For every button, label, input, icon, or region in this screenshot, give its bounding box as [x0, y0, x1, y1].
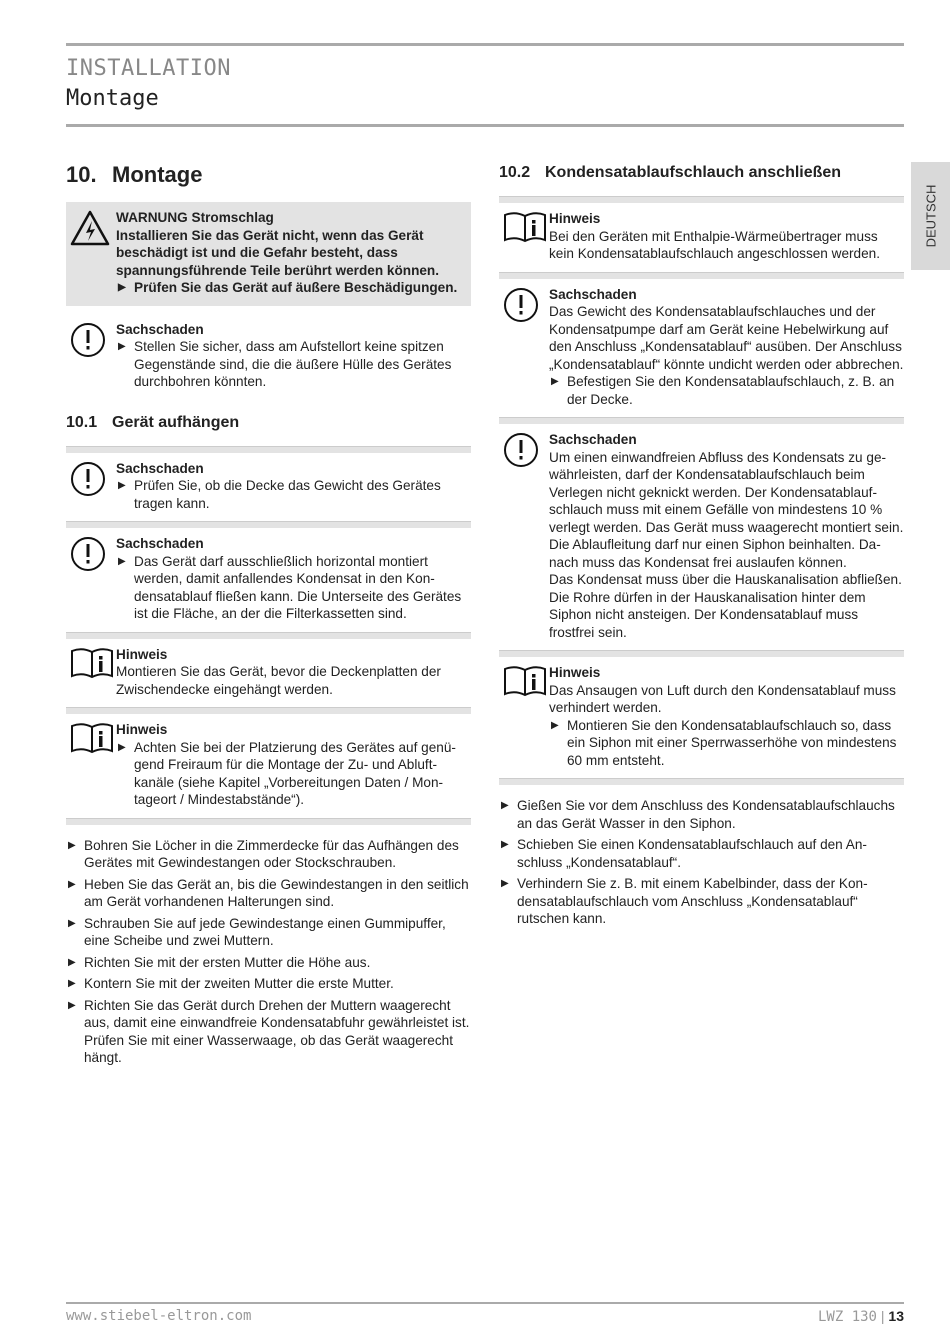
language-tab: DEUTSCH [911, 162, 950, 270]
notice-step: ▶ Prüfen Sie, ob die Decke das Gewicht des Gerätes tragen kann. [116, 477, 471, 512]
book-info-icon [70, 647, 114, 684]
notice-text: Das Kondensat muss über die Hauskanalisation abfließen. Die Rohre dürfen in der Hauskanalisation hinter dem Siphon nicht ansteigen. Der Kondensatablauf muss frostfrei sein. [549, 572, 902, 640]
divider [66, 632, 471, 639]
step-item: ▶ Verhindern Sie z. B. mit einem Kabelbinder, dass der Kondensatablaufschlauch vom Anschluss „Kondensatablauf“ rutschen kann. [499, 875, 904, 928]
hint-title: Hinweis [549, 665, 601, 680]
hint-step: ▶ Montieren Sie den Kondensatablaufschlauch so, dass ein Siphon mit einer Sperrwasserhöhe von mindestens 60 mm entsteht. [549, 717, 904, 770]
notice-title: Sachschaden [116, 321, 204, 337]
top-rule [66, 43, 904, 46]
footer-page-info [818, 1308, 904, 1325]
notice-title: Sachschaden [549, 286, 637, 302]
notice-text: Das Gewicht des Kondensatablaufschlauches und der Kondensatpumpe darf am Gerät keine Hebelwirkung auf den Anschluss „Kondensatablauf“ ausüben. Der Anschluss „Kondensatablauf“ könnte undicht werden oder abbrechen. [549, 304, 904, 372]
page-title: Montage [66, 86, 159, 111]
notice-box [66, 453, 471, 522]
notice-text: Um einen einwandfreien Abfluss des Kondensats zu gewährleisten, darf der Kondensatablaufschlauch beim Verlegen nicht geknickt werden. Der Kondensatablaufschlauch muss mit einem Gefälle von mindestens 10 % verlegt werden. Das Gerät muss waagerecht montiert sein. [549, 449, 904, 535]
notice-box [499, 424, 904, 650]
warning-text: Installieren Sie das Gerät nicht, wenn das Gerät beschädigt ist und die Gefahr besteht, dass spannungsführende Teile berührt werden können. [116, 227, 440, 278]
step-list [499, 797, 904, 928]
attention-icon [503, 287, 539, 328]
attention-icon [70, 322, 106, 363]
notice-step: ▶ Das Gerät darf ausschließlich horizontal montiert werden, damit anfallendes Kondensat in den Kondensatablauf fließen kann. Die Unterseite des Gerätes ist die Fläche, an der die Filterkassetten sind. [116, 553, 471, 623]
book-info-icon [70, 722, 114, 759]
divider [66, 521, 471, 528]
hint-title: Hinweis [116, 722, 168, 737]
model-name: LWZ 130 [817, 1309, 877, 1325]
notice-step: ▶ Stellen Sie sicher, dass am Aufstellort keine spitzen Gegenstände sind, die die äußere Hülle des Gerätes durchbohren könnten. [116, 338, 471, 391]
left-column [66, 162, 471, 1071]
hint-box [499, 203, 904, 272]
divider [499, 778, 904, 785]
page-number: 13 [888, 1308, 904, 1324]
divider [499, 196, 904, 203]
hint-box [66, 714, 471, 818]
divider [66, 446, 471, 453]
step-item: ▶ Kontern Sie mit der zweiten Mutter die erste Mutter. [66, 975, 471, 993]
step-list [66, 837, 471, 1067]
hint-text: Bei den Geräten mit Enthalpie-Wärmeübertrager muss kein Kondensatablaufschlauch angeschlossen werden. [549, 228, 881, 261]
step-item: ▶ Gießen Sie vor dem Anschluss des Kondensatablaufschlauchs an das Gerät Wasser in den Siphon. [499, 797, 904, 832]
hint-title: Hinweis [116, 646, 168, 662]
hint-box [499, 657, 904, 778]
hint-title: Hinweis [549, 211, 601, 226]
chapter-heading: 10. Montage [66, 162, 203, 187]
step-item: ▶ Heben Sie das Gerät an, bis die Gewindestangen in den seitlich am Gerät vorhandenen Halterungen sind. [66, 876, 471, 911]
step-item: ▶ Schieben Sie einen Kondensatablaufschlauch auf den Anschluss „Kondensatablauf“. [499, 836, 904, 871]
electric-warning-icon [70, 210, 110, 251]
hint-box [66, 639, 471, 708]
notice-title: Sachschaden [549, 432, 637, 447]
hint-text: Das Ansaugen von Luft durch den Kondensatablauf muss verhindert werden. [549, 682, 896, 715]
notice-text: Die Ablaufleitung darf nur einen Siphon beinhalten. Danach muss das Kondensat frei auslaufen können. [549, 537, 881, 570]
notice-box [66, 314, 471, 400]
divider [499, 417, 904, 424]
hint-step: ▶ Achten Sie bei der Platzierung des Gerätes auf genügend Freiraum für die Montage der Zu- und Abluftkanäle (siehe Kapitel „Vorbereitungen Daten / Montageort / Mindestabstände“). [116, 739, 471, 809]
warning-title: WARNUNG Stromschlag [116, 210, 274, 225]
step-item: ▶ Schrauben Sie auf jede Gewindestange einen Gummipuffer, eine Scheibe und zwei Muttern. [66, 915, 471, 950]
divider [66, 707, 471, 714]
section-title: INSTALLATION [66, 56, 231, 81]
attention-icon [70, 536, 106, 577]
footer-url: www.stiebel-eltron.com [66, 1308, 252, 1324]
notice-title: Sachschaden [116, 536, 204, 551]
footer-rule [66, 1302, 904, 1304]
notice-box [499, 279, 904, 418]
attention-icon [70, 461, 106, 502]
right-column [499, 164, 904, 932]
header-rule [66, 124, 904, 127]
divider [499, 272, 904, 279]
divider [499, 650, 904, 657]
warning-box [66, 202, 471, 306]
hint-text: Montieren Sie das Gerät, bevor die Deckenplatten der Zwischendecke eingehängt werden. [116, 664, 441, 697]
section-heading-10-2: 10.2 Kondensatablaufschlauch anschließen [499, 164, 842, 181]
warning-step: ▶ Prüfen Sie das Gerät auf äußere Beschädigungen. [116, 279, 471, 297]
step-item: ▶ Richten Sie das Gerät durch Drehen der Muttern waagerecht aus, damit eine einwandfreie Kondensatabfuhr gewährleistet ist. Prüfen Sie mit einer Wasserwaage, ob das Gerät waagerecht hängt. [66, 997, 471, 1067]
attention-icon [503, 432, 539, 473]
page-separator: | [880, 1308, 885, 1324]
step-item: ▶ Bohren Sie Löcher in die Zimmerdecke für das Aufhängen des Gerätes mit Gewindestangen oder Stockschrauben. [66, 837, 471, 872]
notice-title: Sachschaden [116, 460, 204, 476]
notice-step: ▶ Befestigen Sie den Kondensatablaufschlauch, z. B. an der Decke. [549, 373, 904, 408]
step-item: ▶ Richten Sie mit der ersten Mutter die Höhe aus. [66, 954, 471, 972]
section-heading-10-1: 10.1 Gerät aufhängen [66, 413, 240, 431]
book-info-icon [503, 665, 547, 702]
notice-box [66, 528, 471, 632]
divider [66, 818, 471, 825]
book-info-icon [503, 211, 547, 248]
